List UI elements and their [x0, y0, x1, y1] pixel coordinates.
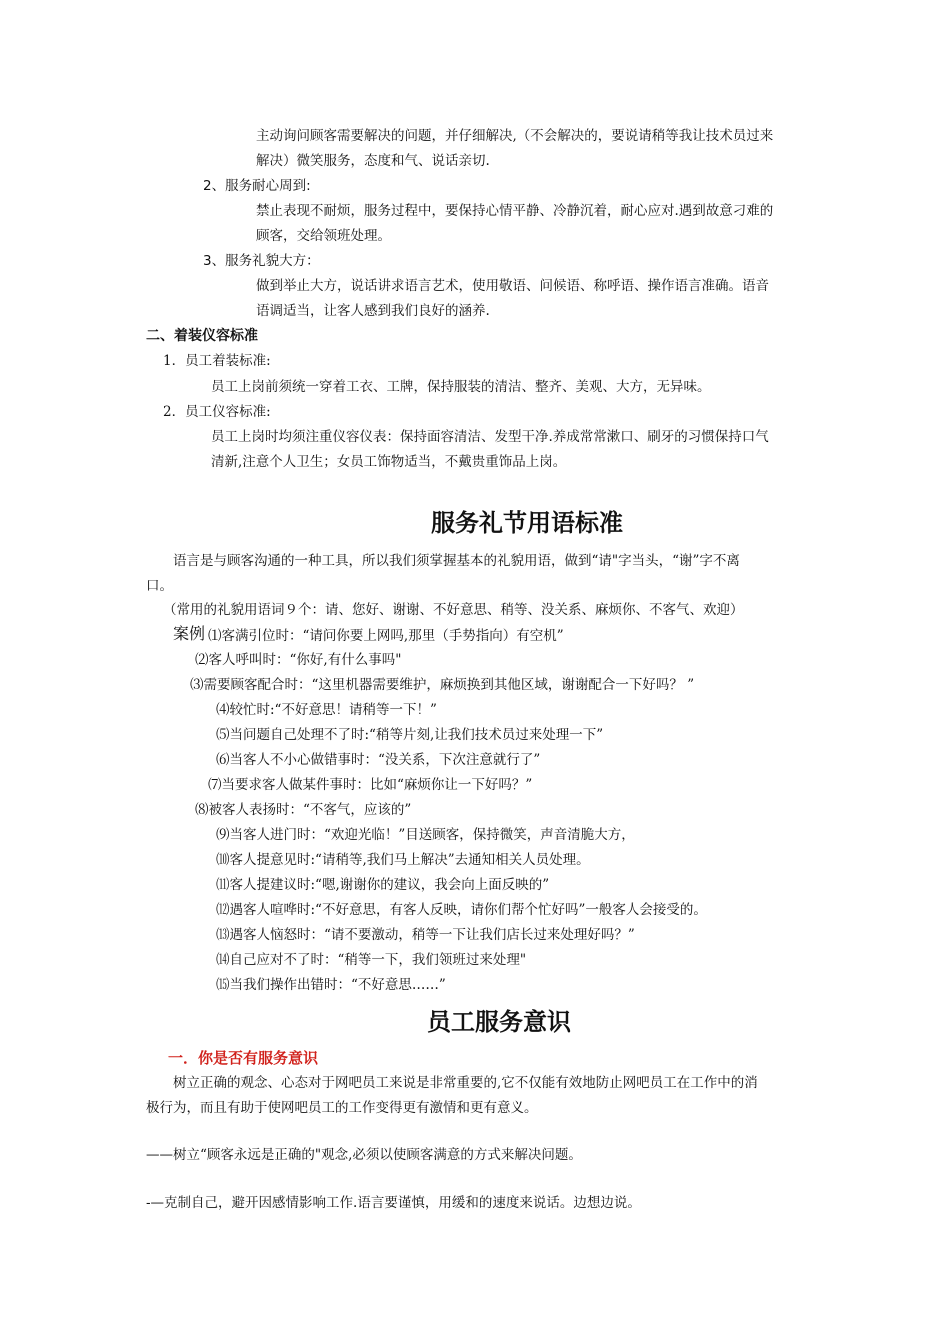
paragraph-line: 树立正确的观念、心态对于网吧员工来说是非常重要的,它不仅能有效地防止网吧员工在工作中的消: [173, 1075, 758, 1091]
case-item: ⑸当问题自己处理不了时:“稍等片刻,让我们技术员过来处理一下”: [216, 727, 604, 743]
paragraph-line: 员工上岗前须统一穿着工衣、工牌，保持服装的清洁、整齐、美观、大方，无异味。: [211, 379, 711, 395]
list-item-heading: 2、服务耐心周到:: [203, 178, 311, 194]
paragraph-line: 解决）微笑服务，态度和气、说话亲切.: [256, 153, 490, 169]
section-title: 服务礼节用语标准: [431, 509, 623, 537]
section-heading: 二、着装仪容标准: [146, 328, 258, 344]
case-item: ⑷较忙时:“不好意思！请稍等一下！”: [216, 702, 437, 718]
case-item: ⑴客满引位时：“请问你要上网吗,那里（手势指向）有空机”: [208, 628, 564, 644]
case-item: ⑶需要顾客配合时：“这里机器需要维护，麻烦换到其他区域，谢谢配合一下好吗？ ”: [190, 677, 695, 693]
paragraph-line: 禁止表现不耐烦，服务过程中，要保持心情平静、冷静沉着，耐心应对.遇到故意刁难的: [256, 203, 774, 219]
common-phrases-note: （常用的礼貌用语词９个：请、您好、谢谢、不好意思、稍等、没关系、麻烦你、不客气、欢迎）: [163, 602, 744, 618]
case-item: ⒂当我们操作出错时：“不好意思……”: [216, 977, 446, 993]
case-item: ⑹当客人不小心做错事时：“没关系，下次注意就行了”: [216, 752, 541, 768]
paragraph-line: 顾客，交给领班处理。: [256, 228, 391, 244]
paragraph-line: 做到举止大方，说话讲求语言艺术，使用敬语、问候语、称呼语、操作语言准确。语音: [256, 278, 769, 294]
paragraph-line: 清新,注意个人卫生；女员工饰物适当，不戴贵重饰品上岗。: [211, 454, 567, 470]
paragraph-line: 口。: [146, 578, 173, 594]
paragraph-line: 主动询问顾客需要解决的问题，并仔细解决,（不会解决的，要说请稍等我让技术员过来: [256, 128, 774, 144]
paragraph-line: 员工上岗时均须注重仪容仪表：保持面容清洁、发型干净.养成常常漱口、刷牙的习惯保持口气: [211, 429, 769, 445]
section-heading: 一．你是否有服务意识: [168, 1049, 319, 1067]
case-item: ⑽客人提意见时:“请稍等,我们马上解决”去通知相关人员处理。: [216, 852, 590, 868]
case-item: ⑻被客人表扬时：“不客气，应该的”: [195, 802, 412, 818]
case-item: ⑼当客人进门时：“欢迎光临！”目送顾客，保持微笑，声音清脆大方，: [216, 827, 635, 843]
list-item-label: 1．员工着装标准:: [163, 353, 271, 369]
list-item-label: 2．员工仪容标准:: [163, 404, 271, 420]
paragraph-line: -—克制自己，避开因感情影响工作.语言要谨慎，用缓和的速度来说话。边想边说。: [146, 1195, 641, 1211]
paragraph-line: ——树立“顾客永远是正确的"观念,必须以使顾客满意的方式来解决问题。: [146, 1147, 582, 1163]
case-item: ⑺当要求客人做某件事时：比如“麻烦你让一下好吗？”: [208, 777, 533, 793]
paragraph-line: 语调适当，让客人感到我们良好的涵养.: [256, 303, 490, 319]
case-item: ⒀遇客人恼怒时：“请不要激动，稍等一下让我们店长过来处理好吗？”: [216, 927, 635, 943]
case-item: ⑿遇客人喧哗时:“不好意思，有客人反映，请你们帮个忙好吗”一般客人会接受的。: [216, 902, 707, 918]
case-label: 案例: [173, 624, 206, 643]
case-item: ⑾客人提建议时:“嗯,谢谢你的建议，我会向上面反映的”: [216, 877, 550, 893]
section-title: 员工服务意识: [427, 1008, 571, 1036]
case-item: ⒁自己应对不了时：“稍等一下，我们领班过来处理": [216, 952, 527, 968]
paragraph-line: 语言是与顾客沟通的一种工具，所以我们须掌握基本的礼貌用语，做到“请"字当头，“谢”字不离: [173, 553, 740, 569]
case-item: ⑵客人呼叫时：“你好,有什么事吗": [195, 652, 402, 668]
list-item-heading: 3、服务礼貌大方：: [203, 253, 320, 269]
paragraph-line: 极行为，而且有助于使网吧员工的工作变得更有激情和更有意义。: [146, 1100, 538, 1116]
